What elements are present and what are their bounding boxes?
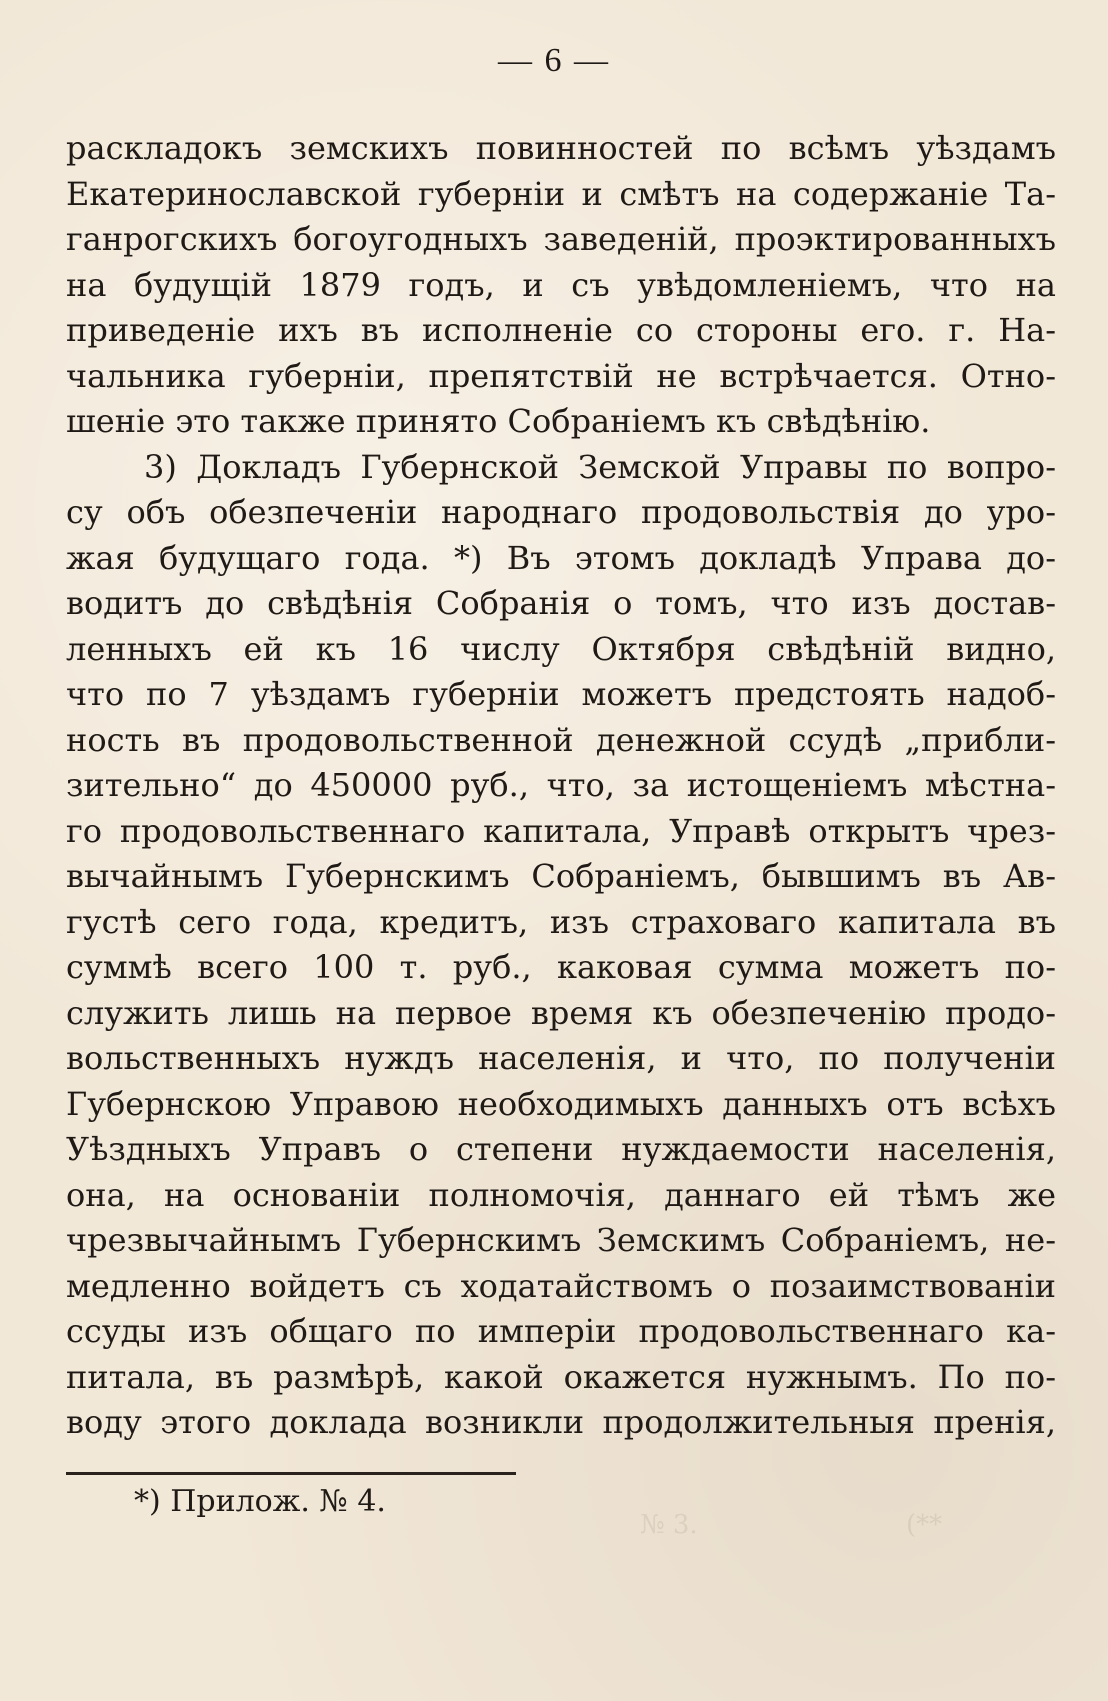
bleed-mark-b: (** [905, 1510, 943, 1540]
text-line: ленныхъ ей къ 16 числу Октября свѣдѣній видно, [66, 629, 1056, 668]
page-number: — 6 — [498, 42, 610, 79]
text-line: жая будущаго года. *) Въ этомъ докладѣ Управа до- [66, 538, 1056, 577]
text-line: вольственныхъ нуждъ населенія, и что, по полученіи [66, 1039, 1056, 1077]
text-line: ссуды изъ общаго по имперіи продовольственнаго ка- [66, 1312, 1056, 1350]
text-line: воду этого доклада возникли продолжительныя пренія, [66, 1403, 1056, 1441]
text-line: го продовольственнаго капитала, Управѣ открытъ чрез- [66, 811, 1056, 850]
text-line: служить лишь на первое время къ обезпеченію продо- [66, 993, 1056, 1032]
text-line: Губернскою Управою необходимыхъ данныхъ отъ всѣхъ [66, 1084, 1056, 1123]
text-line: медленно войдетъ съ ходатайствомъ о позаимствованіи [66, 1266, 1056, 1305]
text-line: она, на основаніи полномочія, даннаго ей тѣмъ же [66, 1175, 1056, 1214]
text-line: водитъ до свѣдѣнія Собранія о томъ, что изъ достав- [66, 584, 1056, 622]
text-line: чальника губерніи, препятствій не встрѣчается. Отно- [66, 356, 1056, 395]
text-line: су объ обезпеченіи народнаго продовольствія до уро- [66, 493, 1056, 531]
paragraph-end-line: шеніе это также принято Собраніемъ къ свѣдѣнію. [66, 402, 931, 440]
text-line: Екатеринославской губерніи и смѣтъ на содержаніе Та- [66, 174, 1056, 213]
text-line: вычайнымъ Губернскимъ Собраніемъ, бывшимъ въ Ав- [66, 857, 1056, 895]
bleed-mark-a: № 3. [640, 1510, 698, 1540]
bleed-through-text [640, 1510, 942, 1540]
text-line: на будущій 1879 годъ, и съ увѣдомленіемъ, что на [66, 265, 1056, 304]
text-line: чрезвычайнымъ Губернскимъ Земскимъ Собраніемъ, не- [66, 1221, 1056, 1259]
text-line: раскладокъ земскихъ повинностей по всѣмъ уѣздамъ [66, 129, 1056, 167]
paragraph-start-line: 3) Докладъ Губернской Земской Управы по вопро- [144, 447, 1056, 486]
main-text [66, 126, 1056, 1446]
text-line: ность въ продовольственной денежной ссудѣ „прибли- [66, 720, 1056, 759]
text-line: питала, въ размѣрѣ, какой окажется нужнымъ. По по- [66, 1357, 1056, 1396]
text-line: ганрогскихъ богоугодныхъ заведеній, проэктированныхъ [66, 220, 1056, 258]
text-line: густѣ сего года, кредитъ, изъ страховаго капитала въ [66, 902, 1056, 941]
text-line: приведеніе ихъ въ исполненіе со стороны его. г. На- [66, 311, 1056, 349]
text-line: зительно“ до 450000 руб., что, за истощеніемъ мѣстна- [66, 766, 1056, 804]
text-line: Уѣздныхъ Управъ о степени нуждаемости населенія, [66, 1130, 1056, 1168]
footnote-divider [66, 1472, 516, 1475]
footnote: *) Прилож. № 4. [134, 1484, 386, 1519]
text-line: что по 7 уѣздамъ губерніи можетъ предстоять надоб- [66, 675, 1056, 713]
text-line: суммѣ всего 100 т. руб., каковая сумма можетъ по- [66, 948, 1056, 986]
